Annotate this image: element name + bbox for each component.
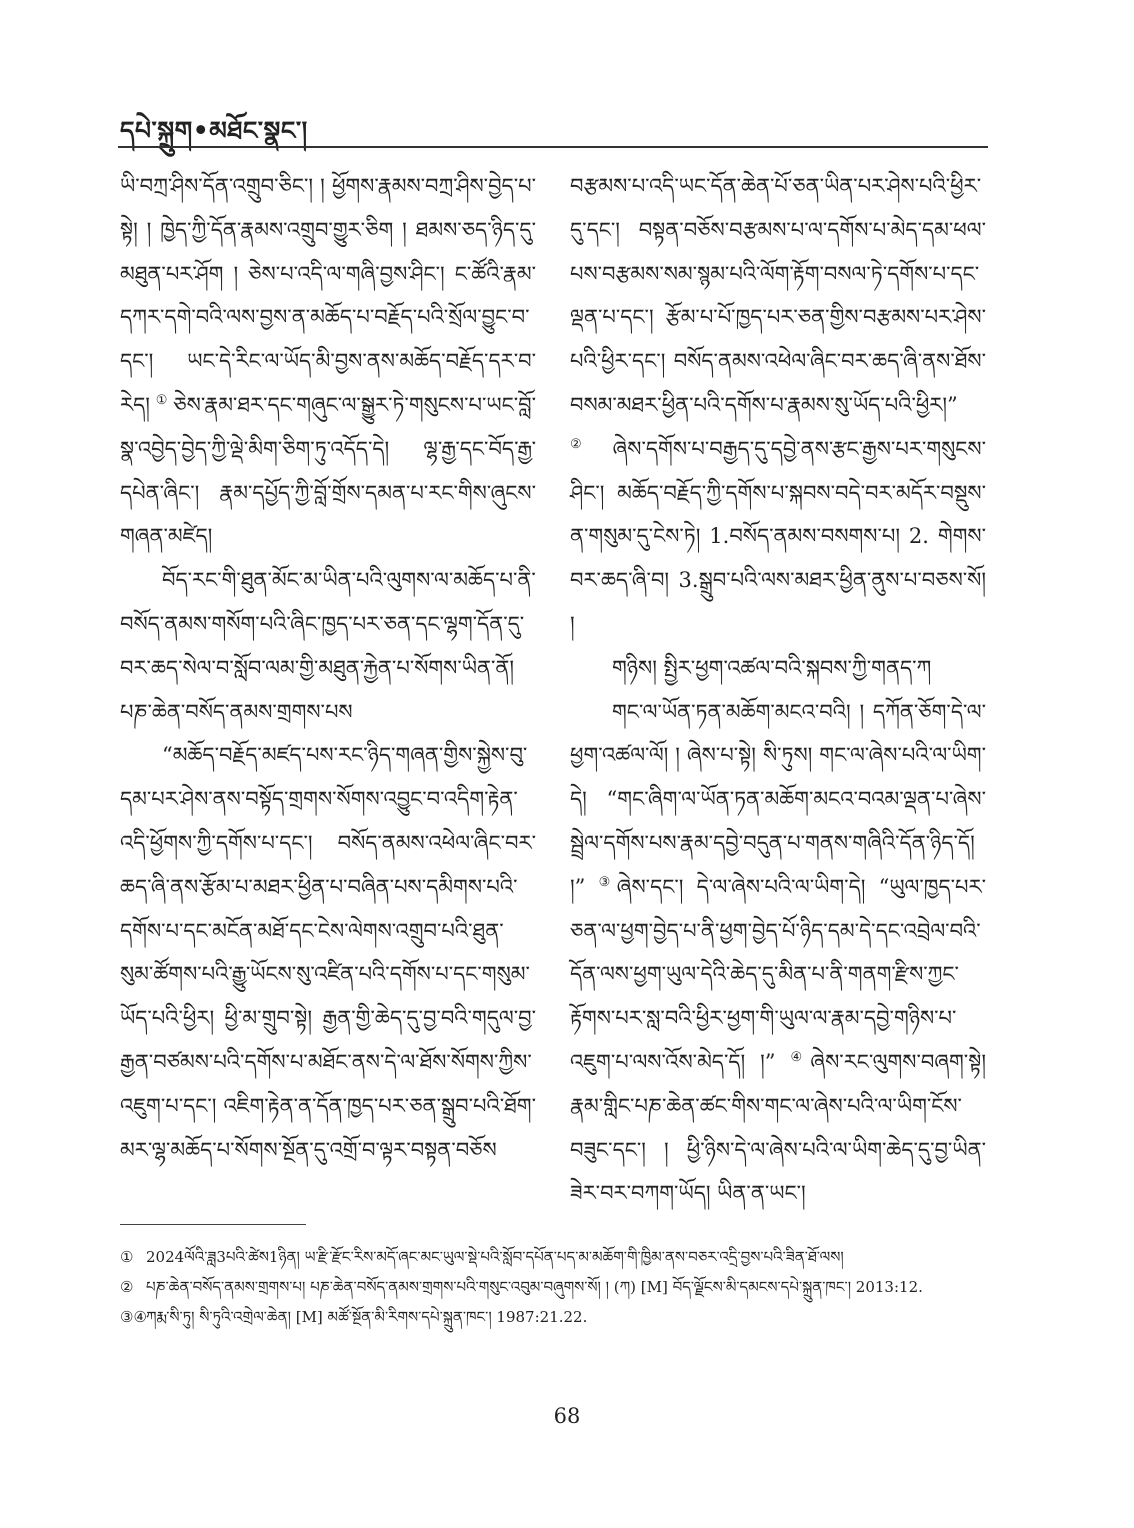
footnote-2 [120,1272,990,1302]
footnote-ref-4[interactable]: ④ [790,1049,811,1065]
footnote-1-mark: ① [120,1248,134,1266]
right-paragraph-2 [570,691,986,1217]
footnote-1 [120,1242,990,1272]
footnote-3 [120,1302,990,1332]
footnote-ref-3[interactable]: ③ [598,874,617,890]
footnote-ref-1[interactable]: ① [149,392,174,408]
left-paragraph-1 [120,165,536,559]
footnote-3-text: ཀརྨ་སི་ཏུ། སི་ཏུའི་འགྲེལ་ཆེན། [M] མཚོ་སྔོན་མི་རིགས་དཔེ་སྐྲུན་ཁང་། 1987:21.22. [146,1308,588,1326]
right-paragraph-1-text: བརྩམས་པ་འདི་ཡང་དོན་ཆེན་པོ་ཅན་ཡིན་པར་ཤེས་པའི་ཕྱིར་དུ་དང་། བསྟན་བཅོས་བརྩམས་པ་ལ་དགོས་པ་མེད་དམ་ཕལ་པས་བརྩམས་སམ་སྙམ་པའི་ལོག་རྟོག་བསལ་ཏེ་དགོས་པ་དང་ལྡན་པ་དང་། རྩོམ་པ་པོ་ཁྱད་པར་ཅན་གྱིས་བརྩམས་པར་ཤེས་པའི་ཕྱིར་དང་། བསོད་ནམས་འཕེལ་ཞིང་བར་ཆད་ཞི་ནས་ཐོས་བསམ་མཐར་ཕྱིན་པའི་དགོས་པ་རྣམས་སུ་ཡོད་པའི་ཕྱིར།” [570,174,986,417]
footnotes-section [120,1242,990,1332]
footnote-1-text: 2024ལོའི་ཟླ3པའི་ཚེས1ཉིན། ཡ་རྫི་རྫོང་རིས་མདོ་ཞང་མང་ཡུལ་སྡེ་པའི་སློབ་དཔོན་པད་མ་མཆོག་གི་ཁྱིམ་ནས་བཅར་འདྲི་བྱས་པའི་ཟིན་ཐོ་ལས། [146,1248,844,1266]
left-text-column [120,165,536,1172]
footnote-3-mark: ③④ [120,1308,147,1326]
right-paragraph-2b-text: ཞེས་དང་། དེ་ལ་ཞེས་པའི་ལ་ཡིག་དེ། “ཡུལ་ཁྱད་པར་ཅན་ལ་ཕྱག་བྱེད་པ་ནི་ཕྱག་བྱེད་པོ་ཉིད་དམ་དེ་དང་འབྲེལ་བའི་དོན་ལས་ཕྱག་ཡུལ་དེའི་ཆེད་དུ་མིན་པ་ནི་གནག་རྫིས་ཀྱང་རྟོགས་པར་སླ་བའི་ཕྱིར་ཕྱག་གི་ཡུལ་ལ་རྣམ་དབྱེ་གཉིས་པ་འཇུག་པ་ལས་འོས་མེད་དོ། །” [570,874,986,1074]
right-paragraph-1b-text: ཞེས་དགོས་པ་བརྒྱད་དུ་དབྱེ་ནས་རྩང་རྒྱས་པར་གསུངས་ཤིང་། མཆོད་བརྗོད་ཀྱི་དགོས་པ་སྐབས་བདེ་བར་མདོར་བསྡུས་ན་གསུམ་དུ་ངེས་ཏེ། 1.བསོད་ནམས་བསགས་པ། 2. གེགས་བར་ཆད་ཞི་བ། 3.སྒྲུབ་པའི་ལས་མཐར་ཕྱིན་ནུས་པ་བཅས་སོ། ། [570,436,986,636]
footnote-2-mark: ② [120,1278,134,1296]
header-divider [118,146,988,148]
left-paragraph-1-text: ཡི་བཀྲ་ཤིས་དོན་འགྲུབ་ཅིང་། ། ཕྱོགས་རྣམས་བཀྲ་ཤིས་བྱེད་པ་སྟེ། ། ཁྱེད་ཀྱི་དོན་རྣམས་འགྲུབ་གྱུར་ཅིག ། ཐམས་ཅད་ཉིད་དུ་མཐུན་པར་ཤོག ། ཅེས་པ་འདི་ལ་གཞི་བྱས་ཤིང་། ང་ཚོའི་རྣམ་དཀར་དགེ་བའི་ལས་བྱས་ན་མཆོད་པ་བརྗོད་པའི་སྲོལ་བྱུང་བ་དང་། ཡང་དེ་རིང་ལ་ཡོད་མི་བྱས་ནས་མཆོད་བརྗོད་དར་བ་རེད། [120,174,536,417]
running-header-title: དཔེ་སྐྲུག•མཐོང་སྣང་། [120,116,308,145]
right-text-column [570,165,986,1216]
footnote-2-text: པཎ་ཆེན་བསོད་ནམས་གྲགས་པ། པཎ་ཆེན་བསོད་ནམས་གྲགས་པའི་གསུང་འབུམ་བཞུགས་སོ། ། (ཀ) [M] བོད་ལྗོངས་མི་དམངས་དཔེ་སྐྲུན་ཁང་། 2013:12. [146,1278,923,1296]
right-paragraph-1 [570,165,986,647]
right-paragraph-2-text: གང་ལ་ཡོན་ཏན་མཆོག་མངའ་བའི། ། དཀོན་ཅོག་དེ་ལ་ཕྱག་འཚལ་ལོ། ། ཞེས་པ་སྟེ། སི་ཏུས། གང་ལ་ཞེས་པའི་ལ་ཡིག་དེ། “གང་ཞིག་ལ་ཡོན་ཏན་མཆོག་མངའ་བའམ་ལྡན་པ་ཞེས་སྦྲེལ་དགོས་པས་རྣམ་དབྱེ་བདུན་པ་གནས་གཞིའི་དོན་ཉིད་དོ། །” [570,699,986,899]
left-paragraph-3: “མཆོད་བརྗོད་མཛད་པས་རང་ཉིད་གཞན་གྱིས་སྐྱེས་བུ་དམ་པར་ཤེས་ནས་བསྟོད་གྲགས་སོགས་འབྱུང་བ་འདིག་རྟེན་འདི་ཕྱོགས་ཀྱི་དགོས་པ་དང་། བསོད་ནམས་འཕེལ་ཞིང་བར་ཆད་ཞི་ནས་རྩོམ་པ་མཐར་ཕྱིན་པ་བཞིན་པས་དམིགས་པའི་དགོས་པ་དང་མངོན་མཐོ་དང་ངེས་ལེགས་འགྲུབ་པའི་ཐུན་སུམ་ཚོགས་པའི་རྒྱུ་ཡོངས་སུ་འཛིན་པའི་དགོས་པ་དང་གསུམ་ཡོད་པའི་ཕྱིར། ཕྱི་མ་གྲུབ་སྟེ། རྒྱན་གྱི་ཆེད་དུ་བྱ་བའི་གདུལ་བྱ་རྒྱན་བཙམས་པའི་དགོས་པ་མཐོང་ནས་དེ་ལ་ཐོས་སོགས་ཀྱིས་འཇུག་པ་དང་། འཇིག་རྟེན་ན་དོན་ཁྱད་པར་ཅན་སྒྲུབ་པའི་ཐོག་མར་ལྷ་མཆོད་པ་སོགས་སྔོན་དུ་འགྲོ་བ་ལྟར་བསྟན་བཅོས [120,743,536,1162]
footnote-ref-2[interactable]: ② [570,436,613,452]
footnote-divider [120,1224,306,1225]
right-paragraph-2c-text: ཞེས་རང་ལུགས་བཞག་སྟེ། རྣམ་གླིང་པཎ་ཆེན་ཚང་གིས་གང་ལ་ཞེས་པའི་ལ་ཡིག་ངོས་བཟུང་དང་། ། ཕྱི་ཉིས་དེ་ལ་ཞེས་པའི་ལ་ཡིག་ཆེད་དུ་བྱ་ཡིན་ཟེར་བར་བཀག་ཡོད། ཡིན་ན་ཡང་། [570,1049,987,1206]
section-heading: གཉིས། སྤྱིར་ཕྱག་འཚལ་བའི་སྐབས་ཀྱི་གནད་ཀ [612,655,932,680]
left-paragraph-2: བོད་རང་གི་ཐུན་མོང་མ་ཡིན་པའི་ལུགས་ལ་མཆོད་པ་ནི་བསོད་ནམས་གསོག་པའི་ཞིང་ཁྱད་པར་ཅན་དང་ལྷག་དོན་དུ་བར་ཆད་སེལ་བ་སློབ་ལམ་གྱི་མཐུན་རྐྱེན་པ་སོགས་ཡིན་ནོ། པཎ་ཆེན་བསོད་ནམས་གྲགས་པས [120,568,536,724]
page-number: 68 [553,1404,581,1428]
left-paragraph-1b-text: ཅེས་རྣམ་ཐར་དང་གཞུང་ལ་སྒྱུར་ཏེ་གསུངས་པ་ཡང་བློ་སྣ་འབྱེད་བྱེད་ཀྱི་ལྡེ་མིག་ཅིག་ཏུ་འདོད་དེ། ལྷ་རྒྱ་དང་བོད་རྒྱ་དཔེན་ཞིང་། རྣམ་དཔྱོད་ཀྱི་བློ་གྲོས་དམན་པ་རང་གིས་ཞུངས་གཞན་མཛེད། [120,392,536,549]
